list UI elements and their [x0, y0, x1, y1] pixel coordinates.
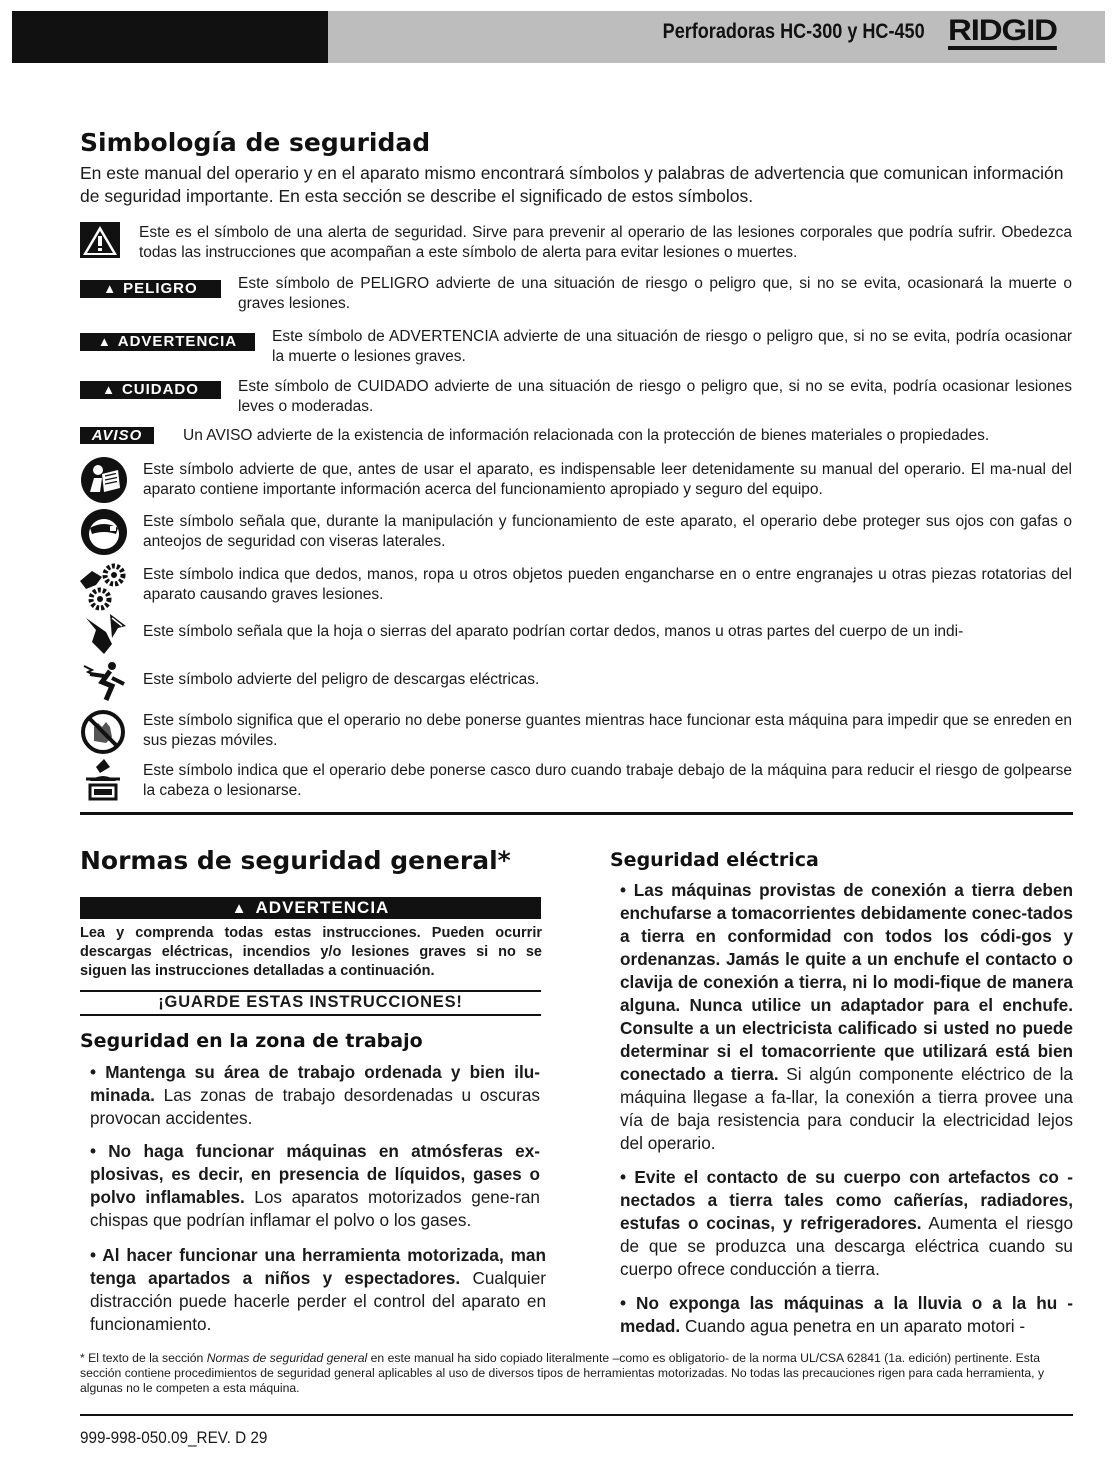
work-bullet-bold: • Mantenga su área de trabajo ordenada y bien ilu-minada.	[90, 1062, 540, 1105]
work-bullet-bold: • No haga funcionar máquinas en atmósferas ex-plosivas, es decir, en presencia de líquidos, gases o polvo inflamables.	[90, 1141, 540, 1207]
symbols-intro: En este manual del operario y en el aparato mismo encontrará símbolos y palabras de advertencia que comunican información de seguridad importante. En esta sección se describe el significado de estos símbolos.	[80, 163, 1064, 206]
peligro-signal-word	[80, 280, 221, 298]
work-bullet-text: Los aparatos motorizados gene-ran chispas que podrían inflamar el polvo o los gases.	[90, 1187, 540, 1230]
footnote-italic: Normas de seguridad general	[206, 1351, 368, 1365]
entanglement-gears-icon	[78, 561, 130, 613]
work-bullet-text: Las zonas de trabajo desordenadas u oscuras provocan accidentes.	[90, 1085, 540, 1128]
cuidado-label: CUIDADO	[121, 381, 199, 398]
alert-symbol-text: Este es el símbolo de una alerta de seguridad. Sirve para prevenir al operario de las lesiones corporales que podría sufrir. Obedezca todas las instrucciones que acompañan a este símbolo de alerta para evitar lesiones o muertes.	[139, 224, 1072, 261]
safety-alert-icon	[80, 222, 120, 258]
warning-triangle-icon: ▲	[103, 281, 118, 296]
work-bullet	[90, 1244, 546, 1336]
peligro-label: PELIGRO	[123, 280, 198, 297]
electric-bullet-bold: • Las máquinas provistas de conexión a tierra deben enchufarse a tomacorrientes debidamente conec-tados a tierra en conformidad con todos los códi-gos y ordenanzas. Jamás le quite a un enchufe el contacto o clavija de conexión a tierra, ni lo modi-fique de manera alguna. Nunca utilice un adaptador para el enchufe. Consulte a un electricista calificado si usted no puede determinar si el tomacorriente que utilizará está bien conectado a tierra.	[620, 880, 1073, 1084]
electric-bullet-text: Si algún componente eléctrico de la máquina llegase a fa-llar, la conexión a tierra provee una vía de baja resistencia para conducir la electricidad lejos del operario.	[620, 1064, 1073, 1153]
brand-logo: RIDGID	[948, 16, 1057, 50]
footnote	[80, 1351, 1074, 1396]
cutting-blade-icon	[82, 612, 128, 656]
hardhat-symbol-text: Este símbolo indica que el operario debe ponerse casco duro cuando trabaje debajo de la máquina para reducir el riesgo de golpearse la cabeza o lesionarse.	[143, 762, 1072, 799]
advertencia-banner	[80, 897, 541, 919]
advertencia-signal-word	[80, 333, 255, 351]
blade-symbol-text: Este símbolo señala que la hoja o sierras del aparato podrían cortar dedos, manos u otras partes del cuerpo de un indi-	[143, 623, 964, 640]
manual-symbol-text: Este símbolo advierte de que, antes de usar el aparato, es indispensable leer detenidamente su manual del operario. El ma-nual del aparato contiene importante información acerca del funcionamiento apropiado y seguro del equipo.	[143, 461, 1072, 498]
footnote-lead: * El texto de la sección	[80, 1351, 207, 1365]
electric-bullet-bold: • Evite el contacto de su cuerpo con artefactos co - nectados a tierra tales como cañerías, radiadores, estufas o cocinas, y refrigeradores.	[620, 1167, 1073, 1233]
cuidado-text: Este símbolo de CUIDADO advierte de una situación de riesgo o peligro que, si no se evita, podría ocasionar lesiones leves o moderadas.	[238, 378, 1072, 415]
symbols-heading: Simbología de seguridad	[80, 128, 431, 157]
electric-shock-icon	[82, 658, 128, 702]
hard-hat-icon	[80, 757, 126, 803]
no-gloves-icon	[80, 709, 126, 755]
general-safety-heading: Normas de seguridad general*	[80, 846, 511, 875]
peligro-text: Este símbolo de PELIGRO advierte de una situación de riesgo o peligro que, si no se evita, ocasionará la muerte o graves lesiones.	[238, 275, 1072, 312]
electric-bullet-bold: • No exponga las máquinas a la lluvia o a la hu - medad.	[620, 1293, 1073, 1336]
warning-triangle-icon: ▲	[97, 334, 112, 349]
electric-bullet	[620, 1292, 1073, 1338]
aviso-text: Un AVISO advierte de la existencia de información relacionada con la protección de bienes materiales o propiedades.	[183, 427, 990, 444]
work-area-heading: Seguridad en la zona de trabajo	[80, 1030, 423, 1052]
electric-bullet-text: Aumenta el riesgo de que se produzca una descarga eléctrica cuando su cuerpo ofrece conducción a tierra.	[620, 1213, 1074, 1279]
keep-instructions-banner: ¡GUARDE ESTAS INSTRUCCIONES!	[80, 990, 541, 1016]
doc-number: 999-998-050.09_REV. D 29	[80, 1428, 268, 1447]
gears-symbol-text: Este símbolo indica que dedos, manos, ropa u otros objetos pueden engancharse en o entre engranajes u otras piezas rotatorias del aparato causando graves lesiones.	[143, 566, 1072, 603]
goggles-symbol-text: Este símbolo señala que, durante la manipulación y funcionamiento de este aparato, el operario debe proteger sus ojos con gafas o anteojos de seguridad con viseras laterales.	[143, 513, 1072, 550]
shock-symbol-text: Este símbolo advierte del peligro de descargas eléctricas.	[143, 671, 540, 688]
gloves-symbol-text: Este símbolo significa que el operario no debe ponerse guantes mientras hace funcionar esta máquina para impedir que se enreden en sus piezas móviles.	[143, 712, 1072, 749]
work-bullet-bold: • Al hacer funcionar una herramienta motorizada, man tenga apartados a niños y espectadores.	[90, 1245, 546, 1288]
advertencia-banner-label: ADVERTENCIA	[255, 898, 390, 917]
safety-goggles-icon	[80, 508, 128, 556]
read-manual-icon	[80, 456, 128, 504]
advertencia-label: ADVERTENCIA	[117, 333, 238, 350]
electric-bullet	[620, 879, 1073, 1155]
advertencia-text: Este símbolo de ADVERTENCIA advierte de una situación de riesgo o peligro que, si no se evita, podría ocasionar la muerte o lesiones graves.	[272, 328, 1072, 365]
footnote-rest: en este manual ha sido copiado literalmente –como es obligatorio- de la norma UL/CSA 62841 (1a. edición) pertinente. Esta sección contiene procedimientos de seguridad general aplicables al uso de diversos tipos de herramientas motorizadas. No todas las precauciones rigen para cada herramienta, y algunas no le competen a esta máquina.	[80, 1351, 1045, 1395]
footer-divider	[80, 1414, 1073, 1416]
aviso-label: AVISO	[80, 427, 154, 444]
electric-bullet-text: Cuando agua penetra en un aparato motori -	[680, 1316, 1026, 1336]
warning-triangle-icon: ▲	[102, 382, 116, 397]
header-black-bar	[12, 11, 328, 63]
warning-triangle-icon: ▲	[231, 900, 248, 917]
work-bullet-text: Cualquier distracción puede hacerle perder el control del aparato en funcionamiento.	[90, 1268, 547, 1334]
electric-bullet	[620, 1166, 1073, 1281]
electric-safety-heading: Seguridad eléctrica	[610, 849, 819, 871]
section-divider	[80, 812, 1073, 815]
warning-text: Lea y comprenda todas estas instrucciones. Pueden ocurrir descargas eléctricas, incendios y/o lesiones graves si no se siguen las instrucciones detalladas a continuación.	[80, 925, 542, 979]
header-title: Perforadoras HC-300 y HC-450	[663, 20, 925, 43]
work-bullet	[90, 1061, 540, 1130]
work-bullet	[90, 1140, 540, 1232]
cuidado-signal-word	[80, 381, 221, 399]
